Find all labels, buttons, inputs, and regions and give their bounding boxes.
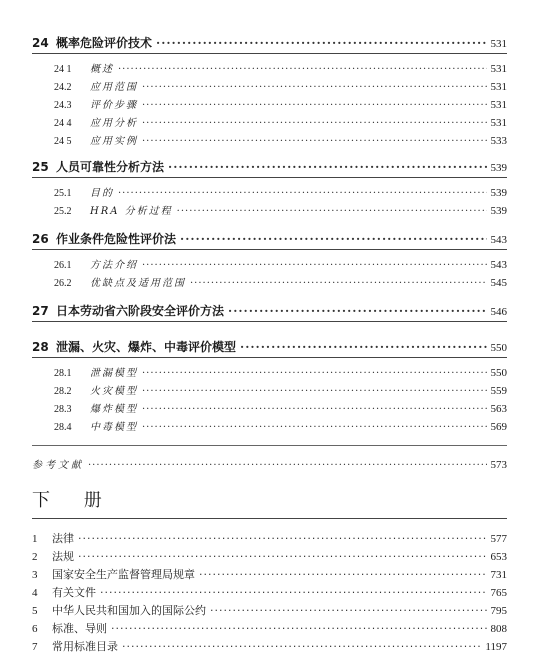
page-number: 569 — [490, 421, 507, 433]
page-number: 1197 — [485, 641, 507, 653]
leader-dots — [142, 118, 487, 129]
page-number: 531 — [490, 117, 507, 129]
section-number: 24 1 — [54, 64, 72, 75]
references-entry[interactable] — [32, 456, 507, 471]
chapter-number: 25 — [32, 160, 49, 174]
volume-heading: 下 册 — [32, 490, 116, 511]
section-title: HRA 分析过程 — [90, 206, 173, 217]
leader-dots — [142, 82, 487, 93]
leader-dots — [177, 206, 487, 217]
item-number: 7 — [32, 641, 38, 653]
section-number: 25.2 — [54, 206, 72, 217]
item-title: 法规 — [52, 550, 74, 563]
section-entry[interactable] — [54, 418, 507, 433]
leader-dots — [142, 136, 487, 147]
section-number: 24.3 — [54, 100, 72, 111]
page-number: 545 — [490, 277, 507, 289]
leader-dots — [142, 386, 487, 397]
leader-dots — [210, 604, 487, 617]
section-title: 概述 — [90, 64, 114, 75]
leader-dots — [142, 260, 487, 271]
section-number: 28.1 — [54, 368, 72, 379]
section-entry[interactable] — [54, 132, 507, 147]
page-number: 550 — [490, 367, 507, 379]
item-number: 5 — [32, 605, 38, 617]
section-entry[interactable] — [54, 202, 507, 217]
item-number: 4 — [32, 587, 38, 599]
section-entry[interactable] — [54, 364, 507, 379]
section-number: 24 4 — [54, 118, 72, 129]
leader-dots — [122, 640, 481, 653]
page-number: 795 — [490, 605, 507, 617]
page-number: 543 — [490, 234, 507, 246]
section-title: 泄漏模型 — [90, 368, 138, 379]
chapter-rule — [32, 53, 507, 54]
chapter-rule — [32, 357, 507, 358]
page-number: 531 — [490, 81, 507, 93]
item-number: 3 — [32, 569, 38, 581]
chapter-number: 24 — [32, 36, 49, 50]
page-number: 563 — [490, 403, 507, 415]
section-entry[interactable] — [54, 400, 507, 415]
page-number: 546 — [490, 306, 507, 318]
chapter-title: 日本劳动省六阶段安全评价方法 — [56, 304, 225, 318]
chapter-rule — [32, 249, 507, 250]
leader-dots — [111, 622, 487, 635]
leader-dots — [199, 568, 487, 581]
section-entry[interactable] — [54, 78, 507, 93]
section-entry[interactable] — [54, 274, 507, 289]
section-title: 评价步骤 — [90, 100, 138, 111]
section-entry[interactable] — [54, 382, 507, 397]
section-title: 应用实例 — [90, 136, 138, 147]
page-number: 731 — [490, 569, 507, 581]
leader-dots — [240, 340, 486, 354]
section-entry[interactable] — [54, 60, 507, 75]
section-title: 方法介绍 — [90, 260, 138, 271]
references-rule — [32, 445, 507, 446]
section-title: 火灾模型 — [90, 386, 138, 397]
item-title: 标准、导则 — [52, 622, 107, 635]
item-title: 法律 — [52, 532, 74, 545]
item-number: 1 — [32, 533, 38, 545]
section-number: 26.2 — [54, 278, 72, 289]
section-title: 应用分析 — [90, 118, 138, 129]
chapter-entry[interactable] — [32, 230, 507, 247]
chapter-number: 27 — [32, 304, 49, 318]
volume-rule — [32, 518, 507, 519]
section-number: 25.1 — [54, 188, 72, 199]
item-number: 6 — [32, 623, 38, 635]
section-title: 爆炸模型 — [90, 404, 138, 415]
item-title: 中华人民共和国加入的国际公约 — [52, 604, 206, 617]
item-number: 2 — [32, 551, 38, 563]
section-number: 24.2 — [54, 82, 72, 93]
references-title: 参考文献 — [32, 460, 84, 471]
section-number: 28.4 — [54, 422, 72, 433]
page-number: 808 — [490, 623, 507, 635]
leader-dots — [142, 422, 487, 433]
leader-dots — [78, 532, 487, 545]
section-number: 24 5 — [54, 136, 72, 147]
leader-dots — [118, 188, 487, 199]
page-number: 653 — [490, 551, 507, 563]
chapter-rule — [32, 177, 507, 178]
section-number: 28.3 — [54, 404, 72, 415]
leader-dots — [118, 64, 487, 75]
section-title: 中毒模型 — [90, 422, 138, 433]
leader-dots — [78, 550, 487, 563]
section-entry[interactable] — [54, 114, 507, 129]
page-number: 539 — [490, 187, 507, 199]
section-number: 28.2 — [54, 386, 72, 397]
leader-dots — [168, 160, 486, 174]
leader-dots — [100, 586, 487, 599]
chapter-title: 概率危险评价技术 — [56, 36, 153, 50]
leader-dots — [88, 460, 487, 471]
page-number: 577 — [490, 533, 507, 545]
chapter-title: 泄漏、火灾、爆炸、中毒评价模型 — [56, 340, 237, 354]
page-number: 559 — [490, 385, 507, 397]
section-entry[interactable] — [54, 96, 507, 111]
chapter-entry[interactable] — [32, 302, 507, 319]
leader-dots — [228, 304, 486, 318]
page-number: 765 — [490, 587, 507, 599]
page-number: 531 — [490, 38, 507, 50]
leader-dots — [142, 100, 487, 111]
section-number: 26.1 — [54, 260, 72, 271]
volume-item[interactable] — [32, 530, 507, 546]
leader-dots — [190, 278, 487, 289]
section-title: 应用范围 — [90, 82, 138, 93]
volume-item[interactable] — [32, 584, 507, 600]
volume-item[interactable] — [32, 602, 507, 618]
section-title: 优缺点及适用范围 — [90, 278, 186, 289]
page-number: 573 — [490, 459, 507, 471]
page-number: 533 — [490, 135, 507, 147]
item-title: 有关文件 — [52, 586, 96, 599]
chapter-entry[interactable] — [32, 158, 507, 175]
page-number: 550 — [490, 342, 507, 354]
chapter-entry[interactable] — [32, 338, 507, 355]
chapter-number: 26 — [32, 232, 49, 246]
chapter-number: 28 — [32, 340, 49, 354]
volume-item[interactable] — [32, 638, 507, 654]
leader-dots — [142, 404, 487, 415]
item-title: 常用标准目录 — [52, 640, 118, 653]
section-title: 目的 — [90, 188, 114, 199]
volume-item[interactable] — [32, 548, 507, 564]
leader-dots — [142, 368, 487, 379]
chapter-entry[interactable] — [32, 34, 507, 51]
chapter-title: 人员可靠性分析方法 — [56, 160, 165, 174]
volume-item[interactable] — [32, 566, 507, 582]
item-title: 国家安全生产监督管理局规章 — [52, 568, 195, 581]
volume-item[interactable] — [32, 620, 507, 636]
section-entry[interactable] — [54, 184, 507, 199]
page-number: 531 — [490, 63, 507, 75]
page-number: 539 — [490, 162, 507, 174]
chapter-title: 作业条件危险性评价法 — [56, 232, 177, 246]
leader-dots — [180, 232, 486, 246]
page-number: 531 — [490, 99, 507, 111]
section-entry[interactable] — [54, 256, 507, 271]
page-number: 543 — [490, 259, 507, 271]
leader-dots — [156, 36, 486, 50]
page-number: 539 — [490, 205, 507, 217]
chapter-rule — [32, 321, 507, 322]
